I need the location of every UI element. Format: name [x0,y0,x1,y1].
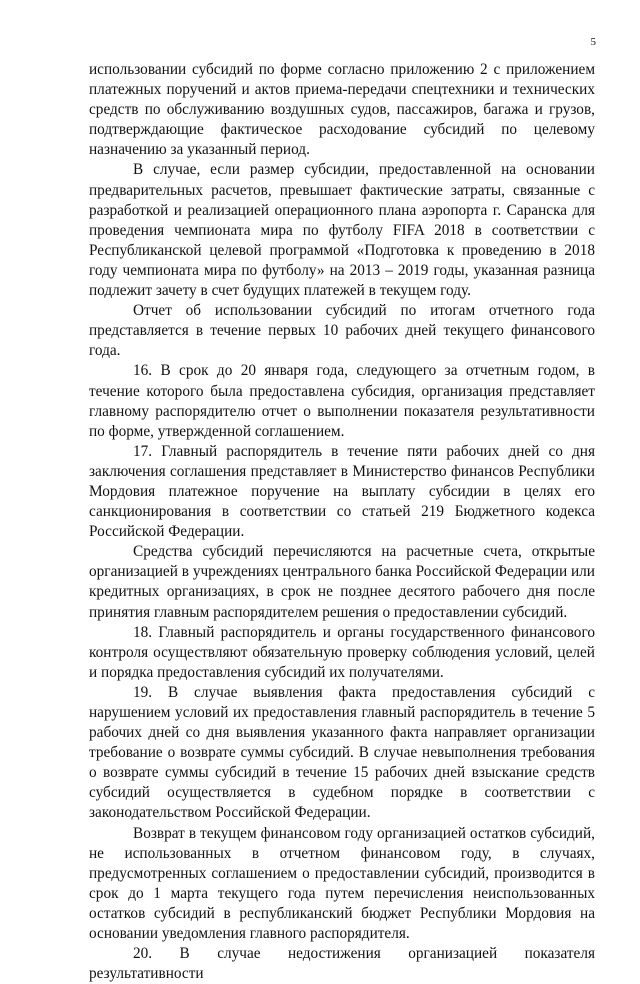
document-body [89,60,595,984]
paragraph-item-20: 20. В случае недостижения организацией показателя результативности [89,945,595,983]
paragraph-transfer-funds: Средства субсидий перечисляются на расчетные счета, открытые организацией в учреждениях центрального банка Российской Федерации или кредитных организациях, в срок не позднее десятого рабочего дня после принятия главным распорядителем решения о предоставлении субсидий. [89,543,595,621]
page-number: 5 [590,36,596,48]
paragraph-continuation: использовании субсидий по форме согласно приложению 2 с приложением платежных поручений и актов приема-передачи спецтехники и технических средств по обслуживанию воздушных судов, пассажиров, багажа и грузов, подтверждающие фактическое расходование субсидий по целевому назначению за указанный период. [89,61,595,159]
paragraph-refund-balances: Возврат в текущем финансовом году организацией остатков субсидий, не использованных в отчетном финансовом году, в случаях, предусмотренных соглашением о предоставлении субсидий, производится в срок до 1 марта текущего года путем перечисления неиспользованных остатков субсидий в республиканский бюджет Республики Мордовия на основании уведомления главного распорядителя. [89,824,595,943]
paragraph-annual-report: Отчет об использовании субсидий по итогам отчетного года представляется в течение первых 10 рабочих дней текущего финансового года. [89,302,595,360]
paragraph-item-17: 17. Главный распорядитель в течение пяти рабочих дней со дня заключения соглашения представляет в Министерство финансов Республики Мордовия платежное поручение на выплату субсидии в целях его санкционирования в соответствии со статьей 219 Бюджетного кодекса Российской Федерации. [89,442,595,541]
paragraph-subsidy-excess: В случае, если размер субсидии, предоставленной на основании предварительных расчетов, превышает фактические затраты, связанные с разработкой и реализацией операционного плана аэропорта г. Саранска для проведения чемпионата мира по футболу FIFA 2018 в соответствии с Республиканской целевой программой «Подготовка к проведению в 2018 году чемпионата мира по футболу» на 2013 – 2019 годы, указанная разница подлежит зачету в счет будущих платежей в текущем году. [89,161,595,300]
paragraph-item-19: 19. В случае выявления факта предоставления субсидий с нарушением условий их предоставления главный распорядитель в течение 5 рабочих дней со дня выявления указанного факта направляет организации требование о возврате суммы субсидий. В случае невыполнения требования о возврате суммы субсидий в течение 15 рабочих дней взыскание средств субсидий осуществляется в судебном порядке в соответствии с законодательством Российской Федерации. [89,683,595,822]
paragraph-item-16: 16. В срок до 20 января года, следующего за отчетным годом, в течение которого была предоставлена субсидия, организация представляет главному распорядителю отчет о выполнении показателя результативности по форме, утвержденной соглашением. [89,362,595,440]
paragraph-item-18: 18. Главный распорядитель и органы государственного финансового контроля осуществляют обязательную проверку соблюдения условий, целей и порядка предоставления субсидий их получателями. [89,623,595,681]
